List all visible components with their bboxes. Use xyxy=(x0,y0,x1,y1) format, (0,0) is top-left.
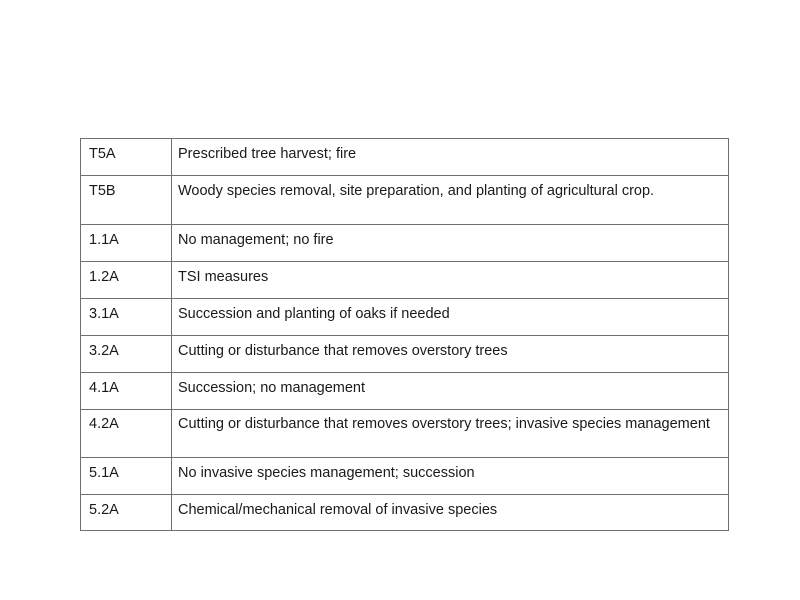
transition-description: TSI measures xyxy=(172,262,729,299)
transition-description: Chemical/mechanical removal of invasive species xyxy=(172,495,729,531)
transition-code: 3.2A xyxy=(81,336,172,373)
transition-code: T5B xyxy=(81,176,172,225)
transition-code: T5A xyxy=(81,139,172,176)
table-row xyxy=(81,139,729,176)
table-row xyxy=(81,262,729,299)
transitions-table xyxy=(80,138,729,531)
transition-description: No management; no fire xyxy=(172,225,729,262)
transition-code: 4.1A xyxy=(81,373,172,410)
table-row xyxy=(81,336,729,373)
transition-code: 1.2A xyxy=(81,262,172,299)
table-row xyxy=(81,373,729,410)
transition-description: Cutting or disturbance that removes overstory trees; invasive species management xyxy=(172,410,729,458)
table-row xyxy=(81,458,729,495)
table-row xyxy=(81,225,729,262)
transition-code: 4.2A xyxy=(81,410,172,458)
transition-description: Succession; no management xyxy=(172,373,729,410)
transition-description: Woody species removal, site preparation, and planting of agricultural crop. xyxy=(172,176,729,225)
transition-description: No invasive species management; succession xyxy=(172,458,729,495)
transition-code: 1.1A xyxy=(81,225,172,262)
table-row xyxy=(81,495,729,531)
transition-code: 5.2A xyxy=(81,495,172,531)
table-row xyxy=(81,410,729,458)
transition-code: 3.1A xyxy=(81,299,172,336)
table-row xyxy=(81,176,729,225)
table-row xyxy=(81,299,729,336)
transition-code: 5.1A xyxy=(81,458,172,495)
transition-description: Succession and planting of oaks if needed xyxy=(172,299,729,336)
transition-description: Prescribed tree harvest; fire xyxy=(172,139,729,176)
transition-description: Cutting or disturbance that removes overstory trees xyxy=(172,336,729,373)
